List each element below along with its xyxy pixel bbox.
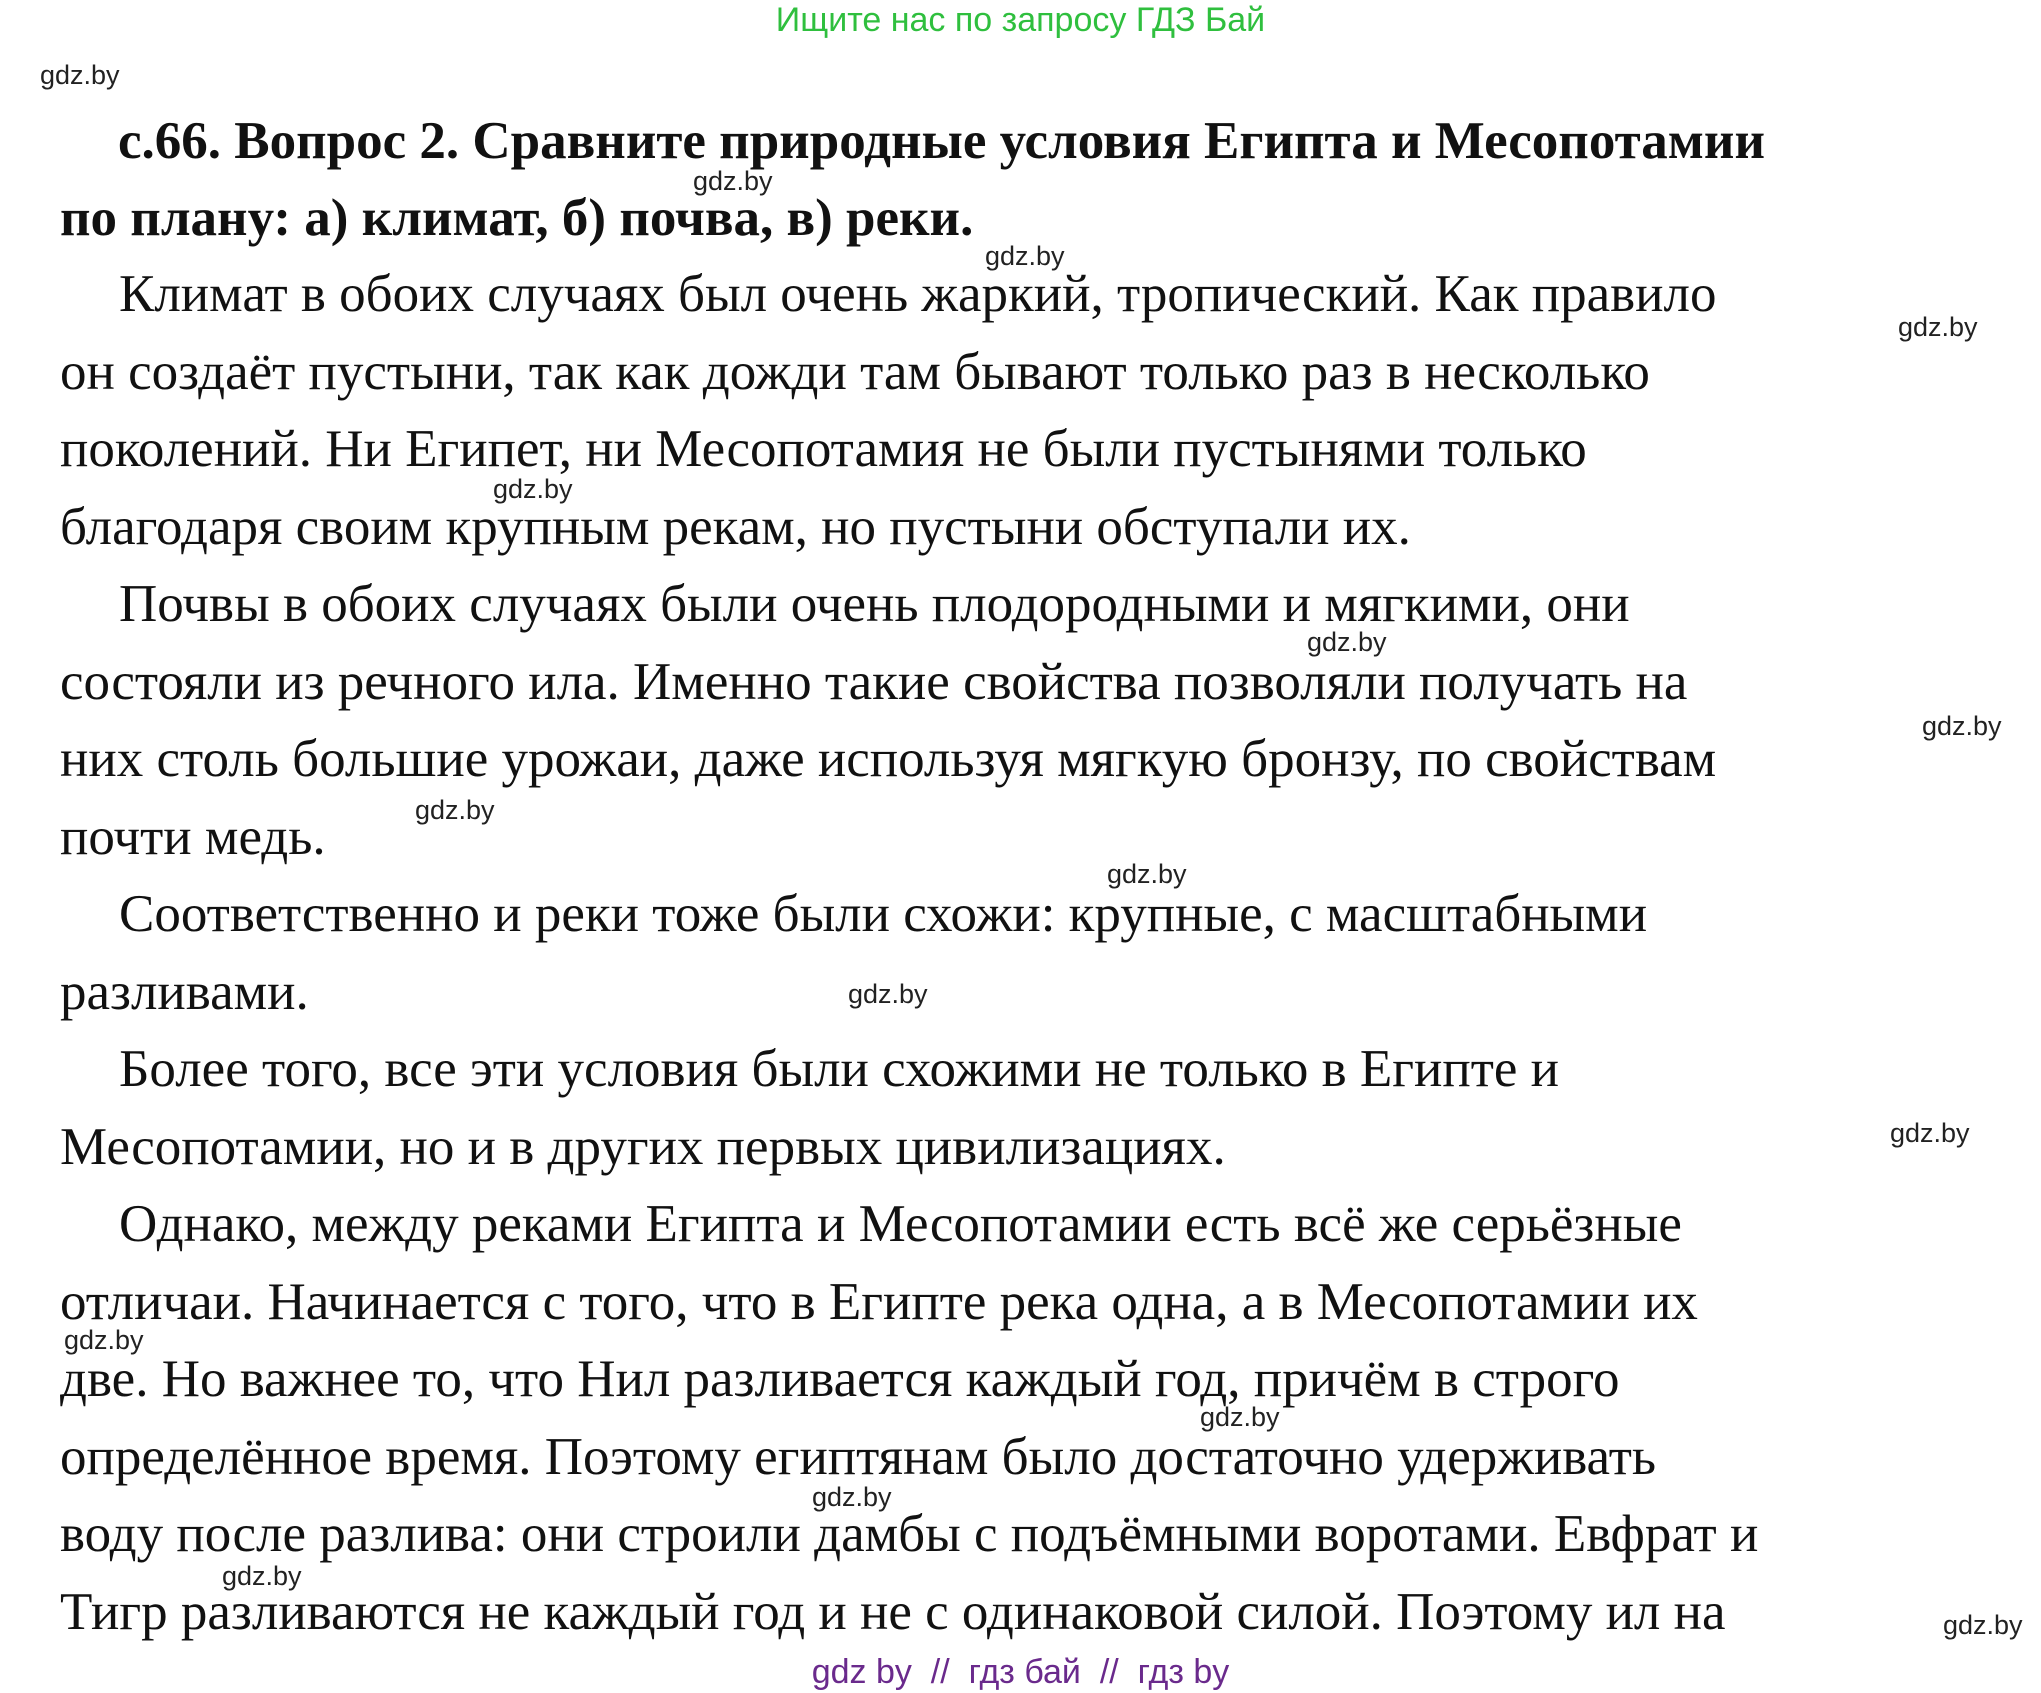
- answer-text: [60, 256, 1980, 1651]
- paragraph-line: Более того, все эти условия были схожими не только в Египте и: [119, 1040, 1560, 1098]
- watermark: gdz.by: [493, 474, 573, 504]
- watermark: gdz.by: [1922, 711, 2002, 741]
- paragraph-line: две. Но важнее то, что Нил разливается каждый год, причём в строго: [60, 1350, 1620, 1408]
- watermark: gdz.by: [222, 1561, 302, 1591]
- paragraph-line: отличаи. Начинается с того, что в Египте река одна, а в Месопотамии их: [60, 1272, 1698, 1331]
- watermark: gdz.by: [1107, 859, 1187, 889]
- paragraph-line: Соответственно и реки тоже были схожи: крупные, с масштабными: [119, 885, 1648, 943]
- watermark: gdz.by: [693, 166, 773, 196]
- paragraph-line: благодаря своим крупным рекам, но пустыни обступали их.: [60, 497, 1411, 556]
- watermark: gdz.by: [812, 1482, 892, 1512]
- watermark: gdz.by: [1898, 312, 1978, 342]
- watermark: gdz.by: [985, 241, 1065, 271]
- heading-line: с.66. Вопрос 2. Сравните природные условия Египта и Месопотамии: [118, 112, 1765, 170]
- paragraph-line: Почвы в обоих случаях были очень плодородными и мягкими, они: [119, 575, 1630, 633]
- paragraph-line: них столь большие урожаи, даже используя мягкую бронзу, по свойствам: [60, 730, 1717, 788]
- watermark: gdz.by: [1943, 1610, 2023, 1640]
- watermark: gdz.by: [40, 60, 120, 90]
- paragraph-line: Однако, между реками Египта и Месопотамии есть всё же серьёзные: [119, 1195, 1682, 1253]
- footer-links: gdz by // гдз бай // гдз by: [811, 1653, 1230, 1691]
- watermark: gdz.by: [415, 795, 495, 825]
- paragraph-line: разливами.: [60, 962, 309, 1021]
- watermark: gdz.by: [1307, 627, 1387, 657]
- paragraph-line: поколений. Ни Египет, ни Месопотамия не были пустынями только: [60, 420, 1587, 478]
- top-banner: Ищите нас по запросу ГДЗ Бай: [775, 1, 1266, 39]
- watermark: gdz.by: [1890, 1118, 1970, 1148]
- paragraph-line: он создаёт пустыни, так как дожди там бывают только раз в несколько: [60, 342, 1650, 401]
- watermark: gdz.by: [1200, 1402, 1280, 1432]
- paragraph-line: почти медь.: [60, 807, 326, 866]
- paragraph-line: определённое время. Поэтому египтянам было достаточно удерживать: [60, 1427, 1657, 1486]
- paragraph-line: Климат в обоих случаях был очень жаркий, тропический. Как правило: [119, 265, 1717, 323]
- paragraph-line: Месопотамии, но и в других первых цивилизациях.: [60, 1117, 1226, 1176]
- paragraph-line: Тигр разливаются не каждый год и не с одинаковой силой. Поэтому ил на: [60, 1582, 1726, 1641]
- paragraph-line: воду после разлива: они строили дамбы с подъёмными воротами. Евфрат и: [60, 1505, 1759, 1563]
- watermark: gdz.by: [848, 979, 928, 1009]
- watermark: gdz.by: [64, 1325, 144, 1355]
- paragraph-line: состояли из речного ила. Именно такие свойства позволяли получать на: [60, 652, 1688, 711]
- heading-line: по плану: а) климат, б) почва, в) реки.: [60, 189, 974, 247]
- question-heading: [60, 103, 1980, 257]
